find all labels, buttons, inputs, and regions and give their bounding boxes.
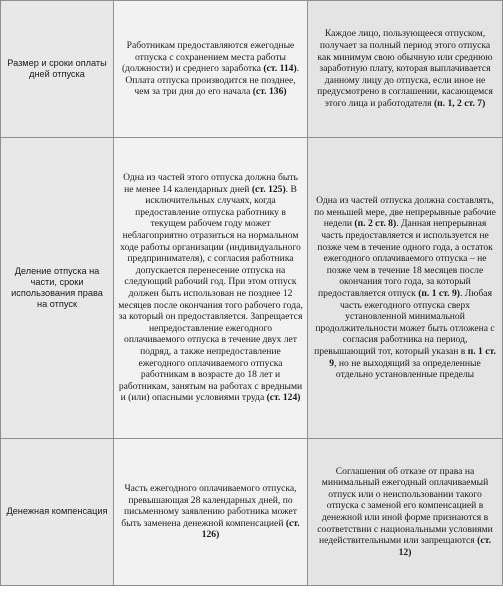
article-reference: (п. 1 ст. 9)	[418, 288, 460, 299]
cell-text: . Оплата отпуска производится не позднее, чем за три дня до его начала	[125, 63, 300, 98]
cell-text: . В исключительных случаях, когда предоставление отпуска работнику в текущем рабочем году может неблагоприятно отразиться на нормальном ходе работы организации (индивидуального предпринимателя), с согласия работника допускается перенесение отпуска на следующий рабочий год. При этом отпуск должен быть использован не позднее 12 месяцев после окончания того рабочего года, за который он предоставляется. Запрещается непредоставление ежегодного оплачиваемого отпуска в течение двух лет подряд, а также непредоставление ежегодного оплачиваемого отпуска работникам в возрасте до 18 лет и работникам, занятым на работах с вредными и (или) опасными условиями труда	[118, 183, 303, 404]
table-row	[1, 138, 503, 439]
russian-law-cell	[114, 138, 308, 439]
ilo-convention-cell	[308, 439, 503, 586]
cell-text: Работникам предоставляются ежегодные отпуска с сохранением места работы (должности) и среднего заработка	[121, 40, 295, 75]
cell-text: Одна из частей этого отпуска должна быть не менее 14 календарных дней	[123, 172, 298, 195]
row-header-cell: Деление отпуска на части, сроки использования права на отпуск	[1, 138, 114, 439]
russian-law-cell	[114, 439, 308, 586]
cell-text: , но не выходящий за определенные отдельно установленные пределы	[334, 357, 481, 381]
article-reference: (ст. 114)	[263, 63, 297, 75]
cell-text: Соглашения об отказе от права на минимальный ежегодный оплачиваемый отпуск или о неиспользовании такого отпуска с заменой его компенсацией в денежной или иной форме признаются в соответствии с национальными условиями недействительными или запрещаются	[317, 465, 493, 547]
ilo-convention-cell	[308, 138, 503, 439]
article-reference: (ст. 125)	[251, 183, 286, 195]
article-reference: (ст. 136)	[252, 86, 287, 98]
row-header-cell: Денежная компенсация	[1, 439, 114, 586]
article-reference: п. 1 ст. 9	[329, 345, 496, 369]
table-row	[1, 1, 503, 138]
article-reference: (п. 1, 2 ст. 7)	[433, 97, 486, 109]
row-header-cell: Размер и сроки оплаты дней отпуска	[1, 1, 114, 138]
article-reference: (ст. 12)	[398, 535, 491, 558]
cell-text: . Данная непрерывная часть предоставляется и используется не позже чем в течение одного года, а остаток ежегодного оплачиваемого отпуска – не позже чем в течение 18 месяцев после окончания того года, за который предоставляется отпуск	[317, 218, 493, 299]
article-reference: (п. 2 ст. 8)	[354, 218, 397, 230]
article-reference: (ст. 126)	[201, 517, 300, 541]
cell-text: . Любая часть ежегодного отпуска сверх установленной минимальной продолжительности может быть отложена с согласия работника на период, превышающий тот, который указан в	[314, 288, 495, 357]
russian-law-cell	[114, 1, 308, 138]
table-row	[1, 439, 503, 586]
cell-text: Каждое лицо, пользующееся отпуском, получает за полный период этого отпуска как минимум свою обычную или среднюю заработную плату, которая выплачивается данному лицу до отпуска, если иное не предусмотрено в соглашении, касающемся этого лица и работодателя	[317, 28, 493, 109]
cell-text: Часть ежегодного оплачиваемого отпуска, превышающая 28 календарных дней, по письменному заявлению работника может быть заменена денежной компенсацией	[121, 483, 297, 529]
cell-text: Одна из частей отпуска должна составлять, по меньшей мере, две непрерывные рабочие недели	[314, 195, 496, 230]
article-reference: (ст. 124)	[266, 392, 301, 404]
ilo-convention-cell	[308, 1, 503, 138]
